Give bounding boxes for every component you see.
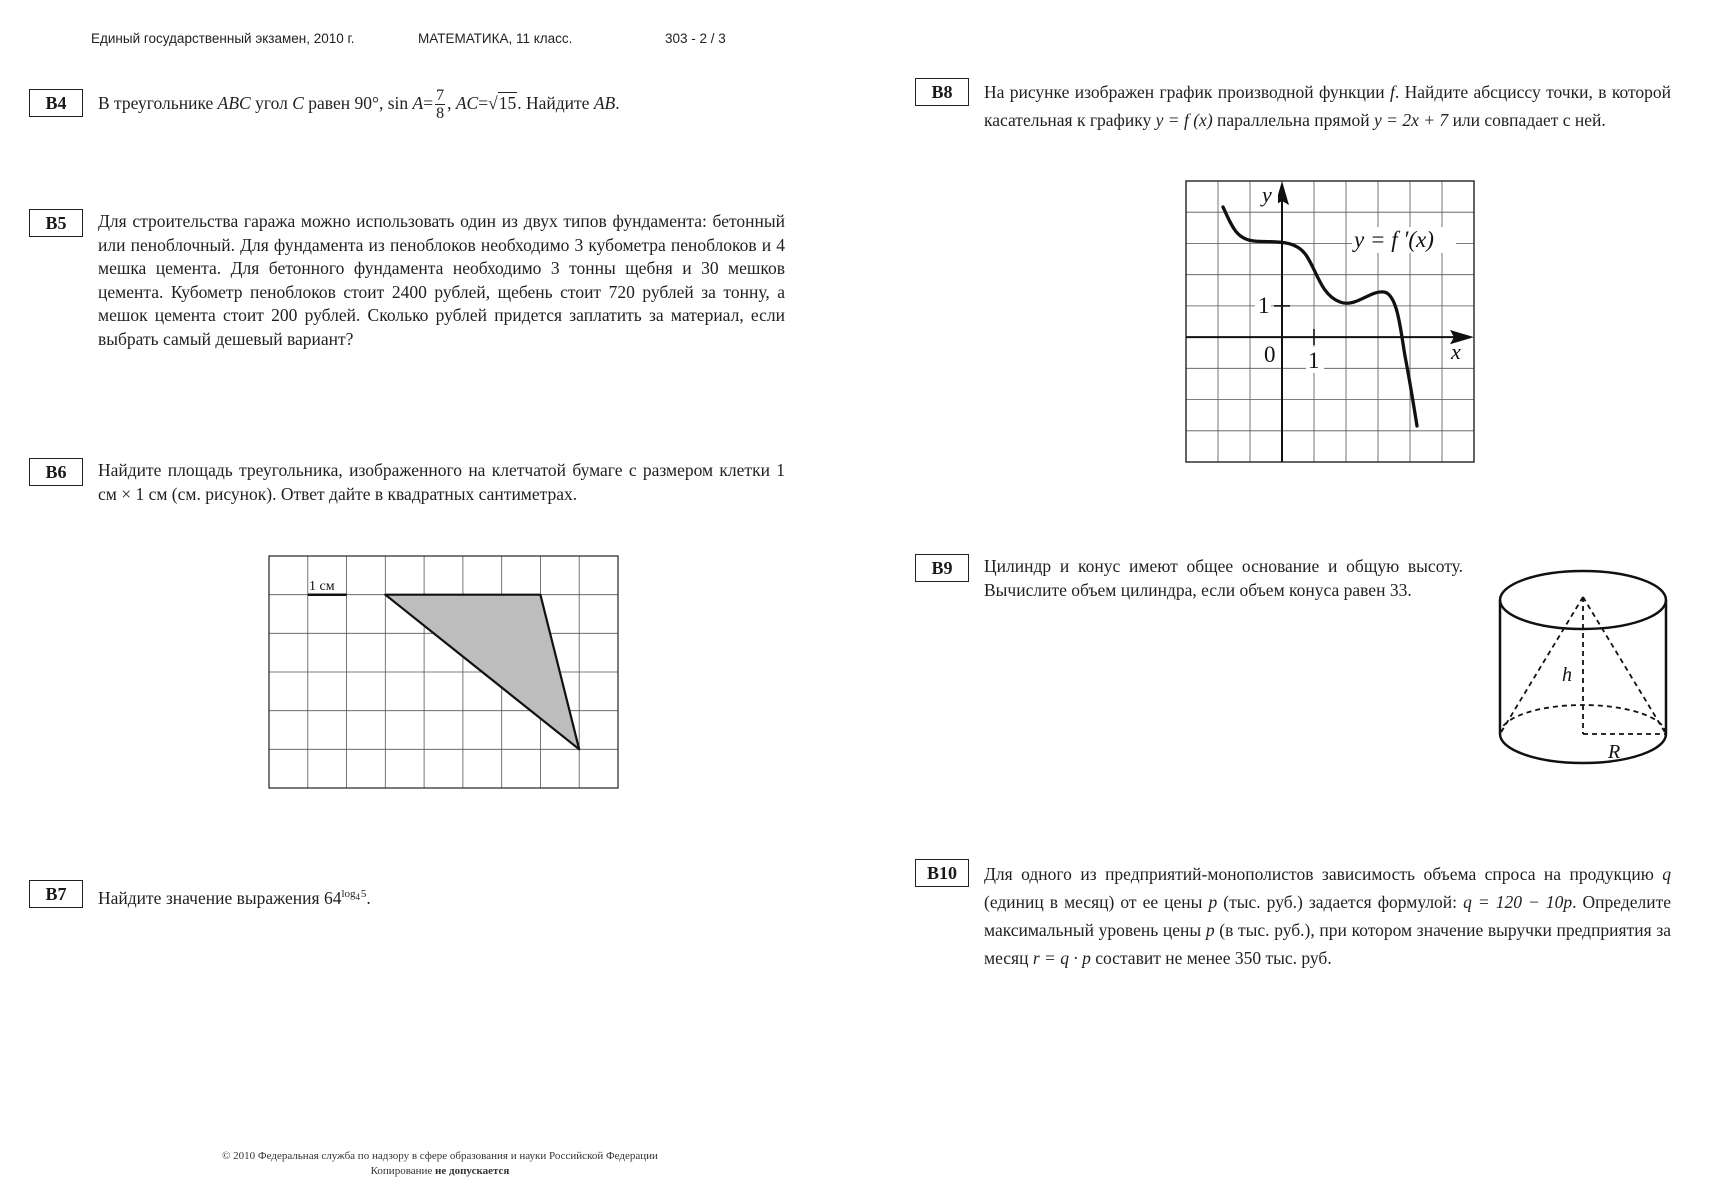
cylinder-cone-figure <box>1496 565 1670 765</box>
problem-b6-text: Найдите площадь треугольника, изображенного на клетчатой бумаге с размером клетки 1 см × 1 см (см. рисунок). Ответ дайте в квадратных сантиметрах. <box>98 460 785 504</box>
power-expression: $64^{log_4 5}$. <box>323 887 371 908</box>
header-subject: МАТЕМАТИКА, 11 класс. <box>418 31 573 46</box>
problem-label-b10: B10 <box>915 859 969 887</box>
header-page: 303 - 2 / 3 <box>665 31 726 46</box>
problem-b4-text: В треугольнике ABC угол C равен 90°, sin A= $\frac{7}{8}$ , AC=√15. Найдите AB. <box>98 87 620 123</box>
height-label: h <box>1562 664 1572 686</box>
scale-label: 1 см <box>309 579 335 594</box>
problem-b7-text: Найдите значение выражения $64^{log_4 5}$. <box>98 887 371 908</box>
fraction-7-8: $\frac{7}{8}$ <box>436 87 445 123</box>
problem-b8-text: На рисунке изображен график производной функции f. Найдите абсциссу точки, в которой касательная к графику y = f (x) параллельна прямой y = 2x + 7 или совпадает с ней. <box>984 82 1672 130</box>
radius-label: R <box>1608 741 1621 763</box>
problem-label-b7: B7 <box>29 880 83 908</box>
triangle-grid-figure <box>269 556 618 788</box>
cylinder-bottom-front <box>1500 734 1666 763</box>
x-one-label: 1 <box>1308 348 1320 373</box>
problem-label-b9: B9 <box>915 554 969 582</box>
y-axis-label: y <box>1262 182 1272 207</box>
derivative-graph <box>1186 181 1474 462</box>
problem-b9-text: Цилиндр и конус имеют общее основание и общую высоту. Вычислите объем цилиндра, если объем конуса равен 33. <box>984 556 1463 600</box>
x-axis-label: x <box>1451 339 1461 364</box>
function-label: y = f ′(x) <box>1354 227 1434 252</box>
problem-label-b5: B5 <box>29 209 83 237</box>
origin-label: 0 <box>1264 342 1276 367</box>
problem-label-b6: B6 <box>29 458 83 486</box>
problem-b10-text: Для одного из предприятий-монополистов зависимость объема спроса на продукцию q (единиц в месяц) от ее цены p (тыс. руб.) задается формулой: q = 120 − 10p. Определите максимальный уровень цены p (в тыс. руб.), при котором значение выручки предприятия за месяц r = q · p составит не менее 350 тыс. руб. <box>984 864 1672 968</box>
footer-copy-notice: Копирование не допускается <box>370 1165 510 1177</box>
problem-b5-text: Для строительства гаража можно использовать один из двух типов фундамента: бетонный или пеноблочный. Для фундамента из пеноблоков необходимо 3 кубометра пеноблоков и 4 мешка цемента. Для бетонного фундамента необходимо 3 тонны щебня и 30 мешков цемента. Кубометр пеноблоков стоит 2400 рублей, щебень стоит 720 рублей за тонну, а мешок цемента стоит 200 рублей. Сколько рублей придется заплатить за материал, если выбрать самый дешевый вариант? <box>98 211 785 349</box>
problem-label-b8: B8 <box>915 78 969 106</box>
problem-label-b4: B4 <box>29 89 83 117</box>
footer-copyright: © 2010 Федеральная служба по надзору в сфере образования и науки Российской Федерации <box>222 1150 658 1162</box>
header-exam: Единый государственный экзамен, 2010 г. <box>91 31 355 46</box>
cone-right-edge <box>1583 597 1666 734</box>
y-one-label: 1 <box>1258 293 1270 318</box>
